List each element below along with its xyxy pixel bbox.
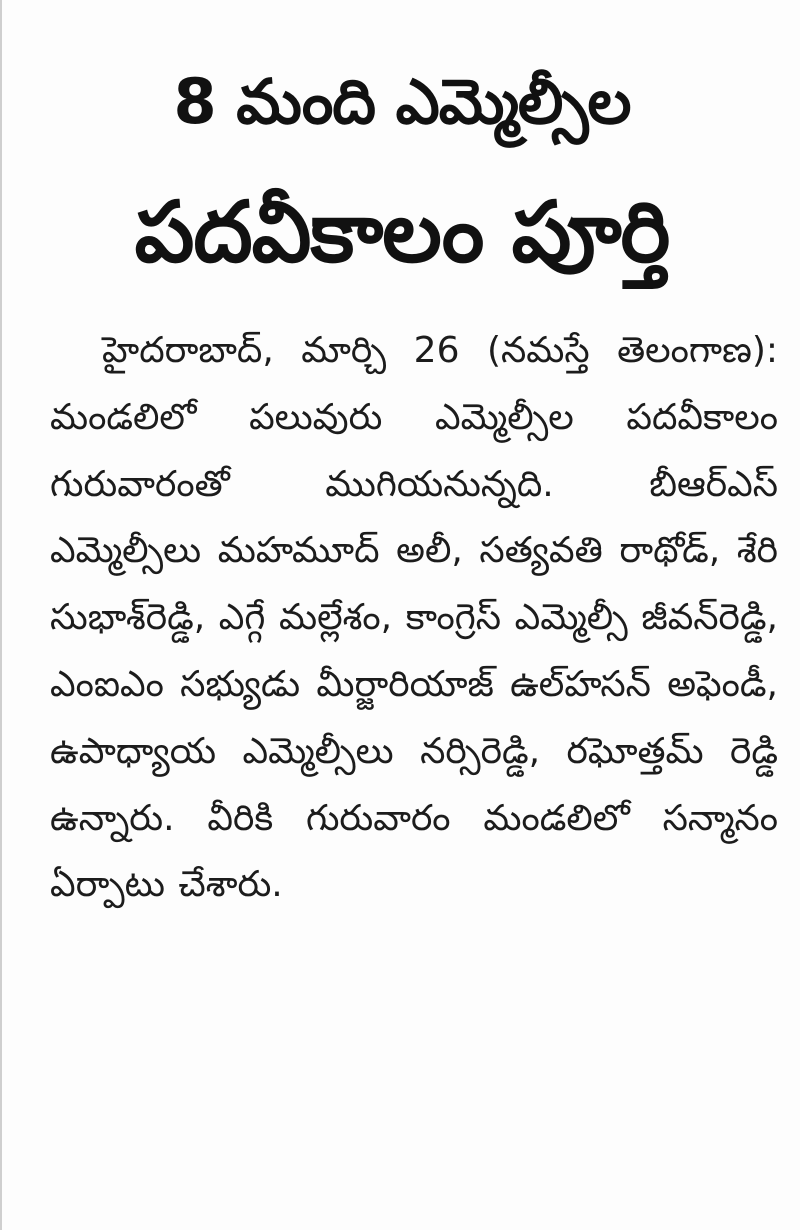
- article-body: హైదరాబాద్, మార్చి 26 (నమస్తే తెలంగాణ): మండలిలో పలువురు ఎమ్మెల్సీల పదవీకాలం గురువారంతో ముగియనున్నది. బీఆర్ఎస్ ఎమ్మెల్సీలు మహమూద్ అలీ, సత్యవతి రాథోడ్, శేరి సుభాశ్‌రెడ్డి, ఎగ్గే మల్లేశం, కాంగ్రెస్ ఎమ్మెల్సీ జీవన్‌రెడ్డి, ఎంఐఎం సభ్యుడు మీర్జారియాజ్ ఉల్‌హసన్ అఫెండీ, ఉపాధ్యాయ ఎమ్మెల్సీలు నర్సిరెడ్డి, రఘోత్తమ్ రెడ్డి ఉన్నారు. వీరికి గురువారం మండలిలో సన్మానం ఏర్పాటు చేశారు.: [50, 330, 778, 906]
- headline-line-2: పదవీకాలం పూర్తి: [134, 183, 670, 281]
- headline-line-1: 8 మంది ఎమ్మెల్సీల: [173, 65, 631, 138]
